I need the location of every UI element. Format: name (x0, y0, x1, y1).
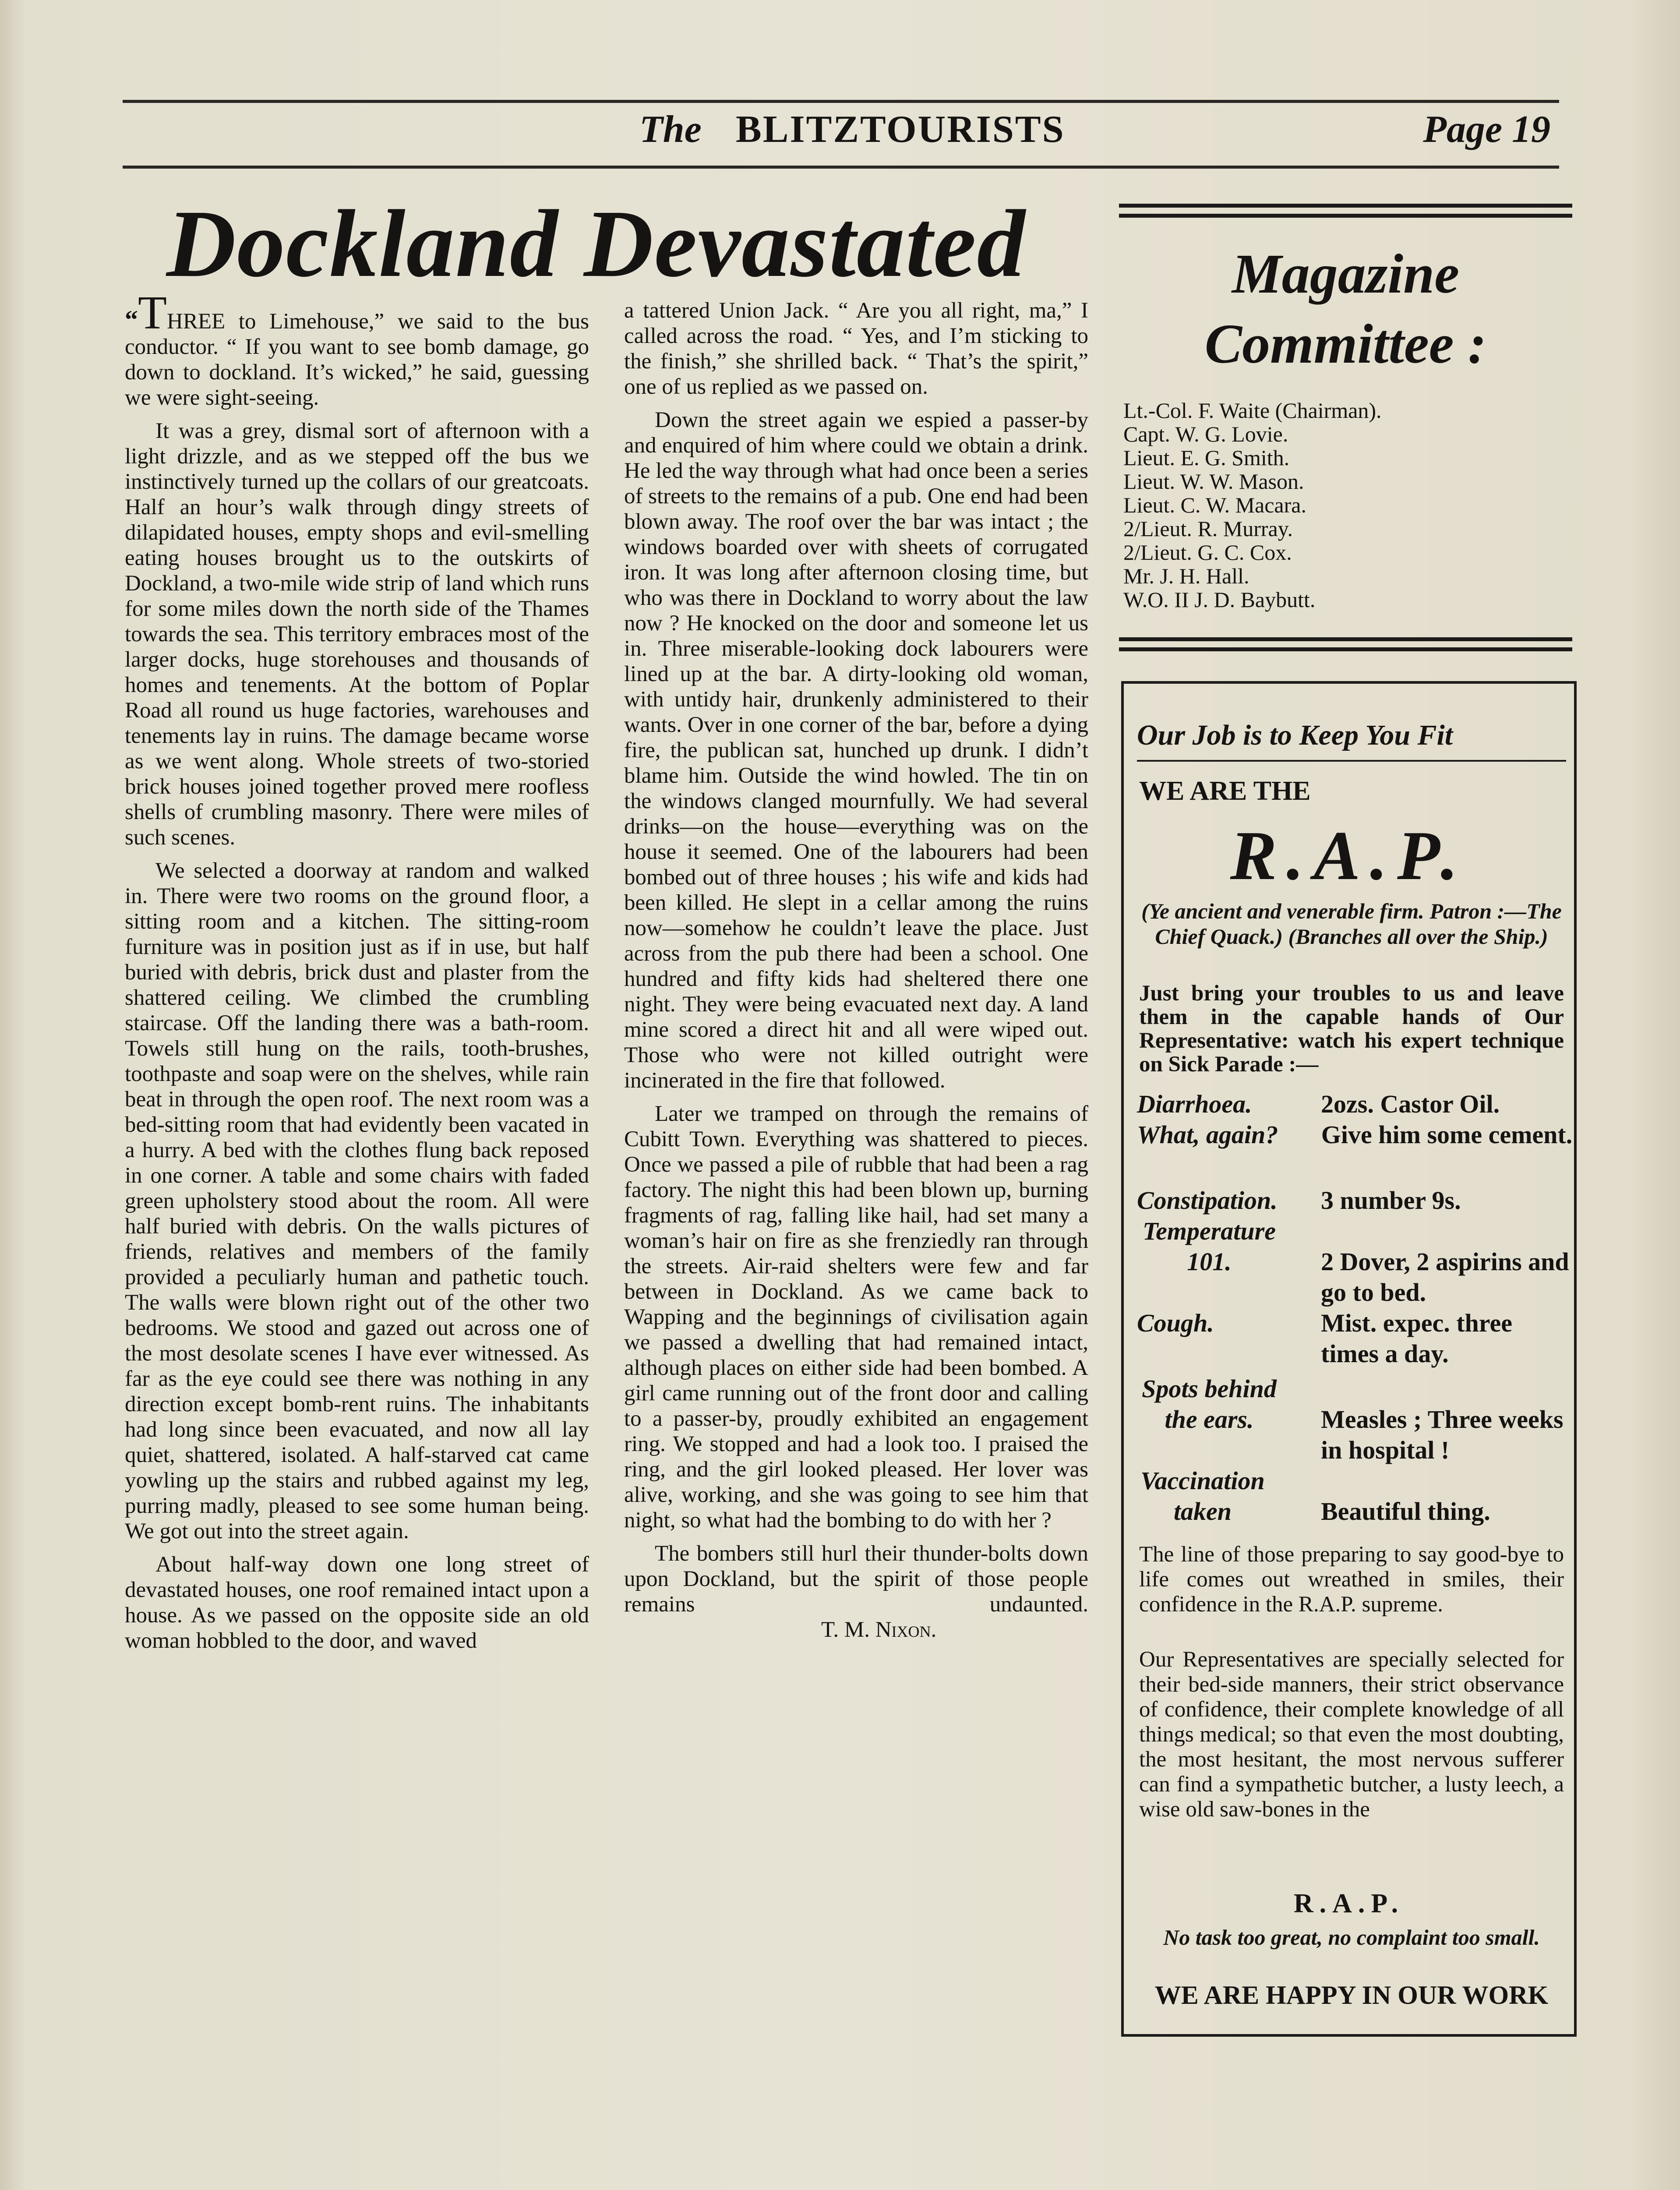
committee-member: Mr. J. H. Hall. (1123, 564, 1249, 588)
committee-member: Lieut. E. G. Smith. (1123, 445, 1290, 470)
article-paragraph: Down the street again we espied a passer-by and enquired of him where could we obtain a drink. He led the way through what had once been a series of streets to the remains of a pub. One end had been blown away. The roof over the bar was intact ; the windows boarded over with sheets of corrugated iron. It was long after afternoon closing time, but who was there in Dockland to worry about the law now ? He knocked on the door and someone let us in. Three miserable-looking dock labourers were lined up at the bar. A dirty-looking old woman, with untidy hair, drunkenly administered to their wants. Over in one corner of the bar, before a dying fire, the publican sat, hunched up drunk. I didn’t blame him. Outside the wind howled. The tin on the windows clanged mournfully. We had several drinks—on the house—everything was on the house it seemed. One of the labourers had been bombed out of three houses ; his wife and kids had been killed. He slept in a cellar among the ruins now—somehow he couldn’t leave the place. Just across from the pub there had been a school. One hundred and fifty kids had sheltered there one night. They were being evacuated next day. A land mine scored a direct hit and all were wiped out. Those who were not killed outright were incinerated in the fire that followed. (624, 408, 1088, 1093)
remedy-ailment: Constipation. (1137, 1186, 1278, 1215)
drop-cap: T (138, 287, 167, 339)
committee-member: Lieut. C. W. Macara. (1123, 493, 1306, 517)
committee-member-list (1123, 399, 1574, 611)
advert-tagline: Our Job is to Keep You Fit (1137, 719, 1453, 751)
advert-rap-footer: R.A.P. (1293, 1889, 1405, 1918)
remedy-cure: Mist. expec. three times a day. (1321, 1309, 1512, 1368)
advert-firm-description: (Ye ancient and venerable firm. Patron :—The Chief Quack.) (Branches all over the Ship.) (1141, 899, 1562, 949)
remedy-ailment: Temperature 101. (1143, 1217, 1276, 1276)
committee-bottom-rule-1 (1119, 637, 1572, 641)
advert-happy-slogan: WE ARE HAPPY IN OUR WORK (1154, 1981, 1549, 2010)
advert-no-task: No task too great, no complaint too small. (1163, 1925, 1540, 1950)
article-column-1 (125, 287, 589, 1661)
article-paragraph (624, 1541, 1088, 1642)
article-column-2 (624, 298, 1088, 1650)
advert-intro: Just bring your troubles to us and leave them in the capable hands of Our Representative: watch his expert technique on Sick Parade :— (1139, 981, 1564, 1077)
committee-member: Capt. W. G. Lovie. (1123, 422, 1288, 446)
committee-member: W.O. II J. D. Baybutt. (1123, 587, 1316, 612)
committee-member: Lt.-Col. F. Waite (Chairman). (1123, 398, 1382, 423)
paragraph-text: HREE to Limehouse,” we said to the bus conductor. “ If you want to see bomb damage, go down to dockland. It’s wicked,” he said, guessing we were sight-seeing. (125, 309, 589, 410)
committee-top-rule-1 (1119, 204, 1572, 208)
committee-title: Magazine Committee : (1204, 243, 1487, 375)
remedy-cure: Measles ; Three weeks in hospital ! (1321, 1405, 1564, 1464)
committee-member: Lieut. W. W. Mason. (1123, 469, 1304, 494)
header-top-rule (123, 100, 1559, 103)
remedy-ailment: Cough. (1137, 1309, 1214, 1337)
page-number: Page 19 (1423, 108, 1550, 151)
article-paragraph: We selected a doorway at random and walked in. There were two rooms on the ground floor, a sitting room and a kitchen. The sitting-room furniture was in position just as if in use, but half buried with debris, brick dust and plaster from the shattered ceiling. We climbed the crumbling staircase. Off the landing there was a bath-room. Towels still hung on the rails, tooth-brushes, toothpaste and soap were on the shelves, while rain beat in through the open roof. The next room was a bed-sitting room that had evidently been vacated in a hurry. A bed with the clothes flung back reposed in one corner. A table and some chairs with faded green upholstery stood about the room. All were half buried with debris. On the walls pictures of friends, relatives and members of the family provided a peculiarly human and pathetic touch. The walls were blown right out of the other two bedrooms. We stood and gazed out across one of the most desolate scenes I have ever witnessed. As far as the eye could see there was nothing in any direction except bomb-rent ruins. The inhabitants had long since been evacuated, and now all lay quiet, shattered, isolated. A half-starved cat came yowling up the stairs and rubbed against my leg, purring madly, pleased to see some human being. We got out into the street again. (125, 858, 589, 1544)
remedy-ailment: Vaccination taken (1140, 1466, 1265, 1526)
article-paragraph: Later we tramped on through the remains of Cubitt Town. Everything was shattered to pieces. Once we passed a pile of rubble that had been a rag factory. The night this had been blown up, burning fragments of rag, falling like hail, had set many a woman’s hair on fire as she frenziedly ran through the streets. Air-raid shelters were few and far between in Dockland. As we came back to Wapping and the beginnings of civilisation again we passed a dwelling that had remained intact, although places on either side had been bombed. A girl came running out of the front door and calling to a passer-by, proudly exhibited an engagement ring. We stopped and had a look too. I praised the ring, and the girl looked pleased. Her lover was alive, working, and she was going to see him that night, so what had the bombing to do with her ? (624, 1102, 1088, 1533)
article-paragraph: It was a grey, dismal sort of afternoon with a light drizzle, and as we stepped off the bus we instinctively turned up the collars of our greatcoats. Half an hour’s walk through dingy streets of dilapidated houses, empty shops and evil-smelling eating houses brought us to the outskirts of Dockland, a two-mile wide strip of land which runs for some miles down the north side of the Thames towards the sea. This territory embraces most of the larger docks, huge storehouses and thousands of homes and tenements. At the bottom of Poplar Road all round us huge factories, warehouses and tenements lay in ruins. The damage became worse as we went along. Whole streets of two-storied brick houses joined together proved mere roofless shells of crumbling masonry. There were miles of such scenes. (125, 419, 589, 850)
article-paragraph: a tattered Union Jack. “ Are you all right, ma,” I called across the road. “ Yes, and I’m sticking to the finish,” she shrilled back. “ That’s the spirit,” one of us replied as we passed on. (624, 298, 1088, 399)
article-paragraph: About half-way down one long street of devastated houses, one roof remained intact upon a house. As we passed on the opposite side an old woman hobbled to the door, and waved (125, 1552, 589, 1653)
remedy-cure: Give him some cement. (1321, 1120, 1573, 1149)
advert-paragraph: The line of those preparing to say good-bye to life comes out wreathed in smiles, their confidence in the R.A.P. supreme. (1139, 1542, 1564, 1617)
advert-rap-logo: R.A.P. (1230, 816, 1468, 894)
opening-quote: “ (125, 305, 138, 334)
running-header (123, 107, 1559, 160)
remedy-cure: 3 number 9s. (1321, 1186, 1461, 1215)
remedy-cure: 2 Dover, 2 aspirins and go to bed. (1321, 1247, 1569, 1307)
paragraph-text: The bombers still hurl their thunder-bolts down upon Dockland, but the spirit of those people remains undaunted. (624, 1541, 1088, 1617)
author-signature: T. M. Nixon. (821, 1618, 937, 1642)
article-paragraph (125, 287, 589, 410)
remedy-cure: 2ozs. Castor Oil. (1321, 1090, 1500, 1118)
committee-member: 2/Lieut. G. C. Cox. (1123, 540, 1292, 565)
rap-advert-box (1121, 681, 1577, 2037)
remedy-ailment: What, again? (1137, 1120, 1278, 1149)
remedy-ailment: Spots behind the ears. (1142, 1374, 1277, 1434)
advert-paragraph: Our Representatives are specially selected for their bed-side manners, their strict observance of confidence, their complete knowledge of all things medical; so that even the most doubting, the most hesitant, the most nervous sufferer can find a sympathetic butcher, a lusty leech, a wise old saw-bones in the (1139, 1647, 1564, 1822)
article-title: Dockland Devastated (166, 190, 1026, 297)
header-magazine-name: BLITZTOURISTS (736, 108, 1065, 151)
committee-bottom-rule-2 (1119, 647, 1572, 651)
tagline-rule (1137, 760, 1566, 762)
committee-member: 2/Lieut. R. Murray. (1123, 516, 1293, 541)
header-the: The (639, 108, 702, 151)
remedy-ailment: Diarrhoea. (1137, 1090, 1252, 1118)
remedy-cure: Beautiful thing. (1321, 1497, 1490, 1526)
advert-we-are: WE ARE THE (1139, 776, 1311, 806)
header-bottom-rule (123, 166, 1559, 169)
committee-top-rule-2 (1119, 214, 1572, 218)
